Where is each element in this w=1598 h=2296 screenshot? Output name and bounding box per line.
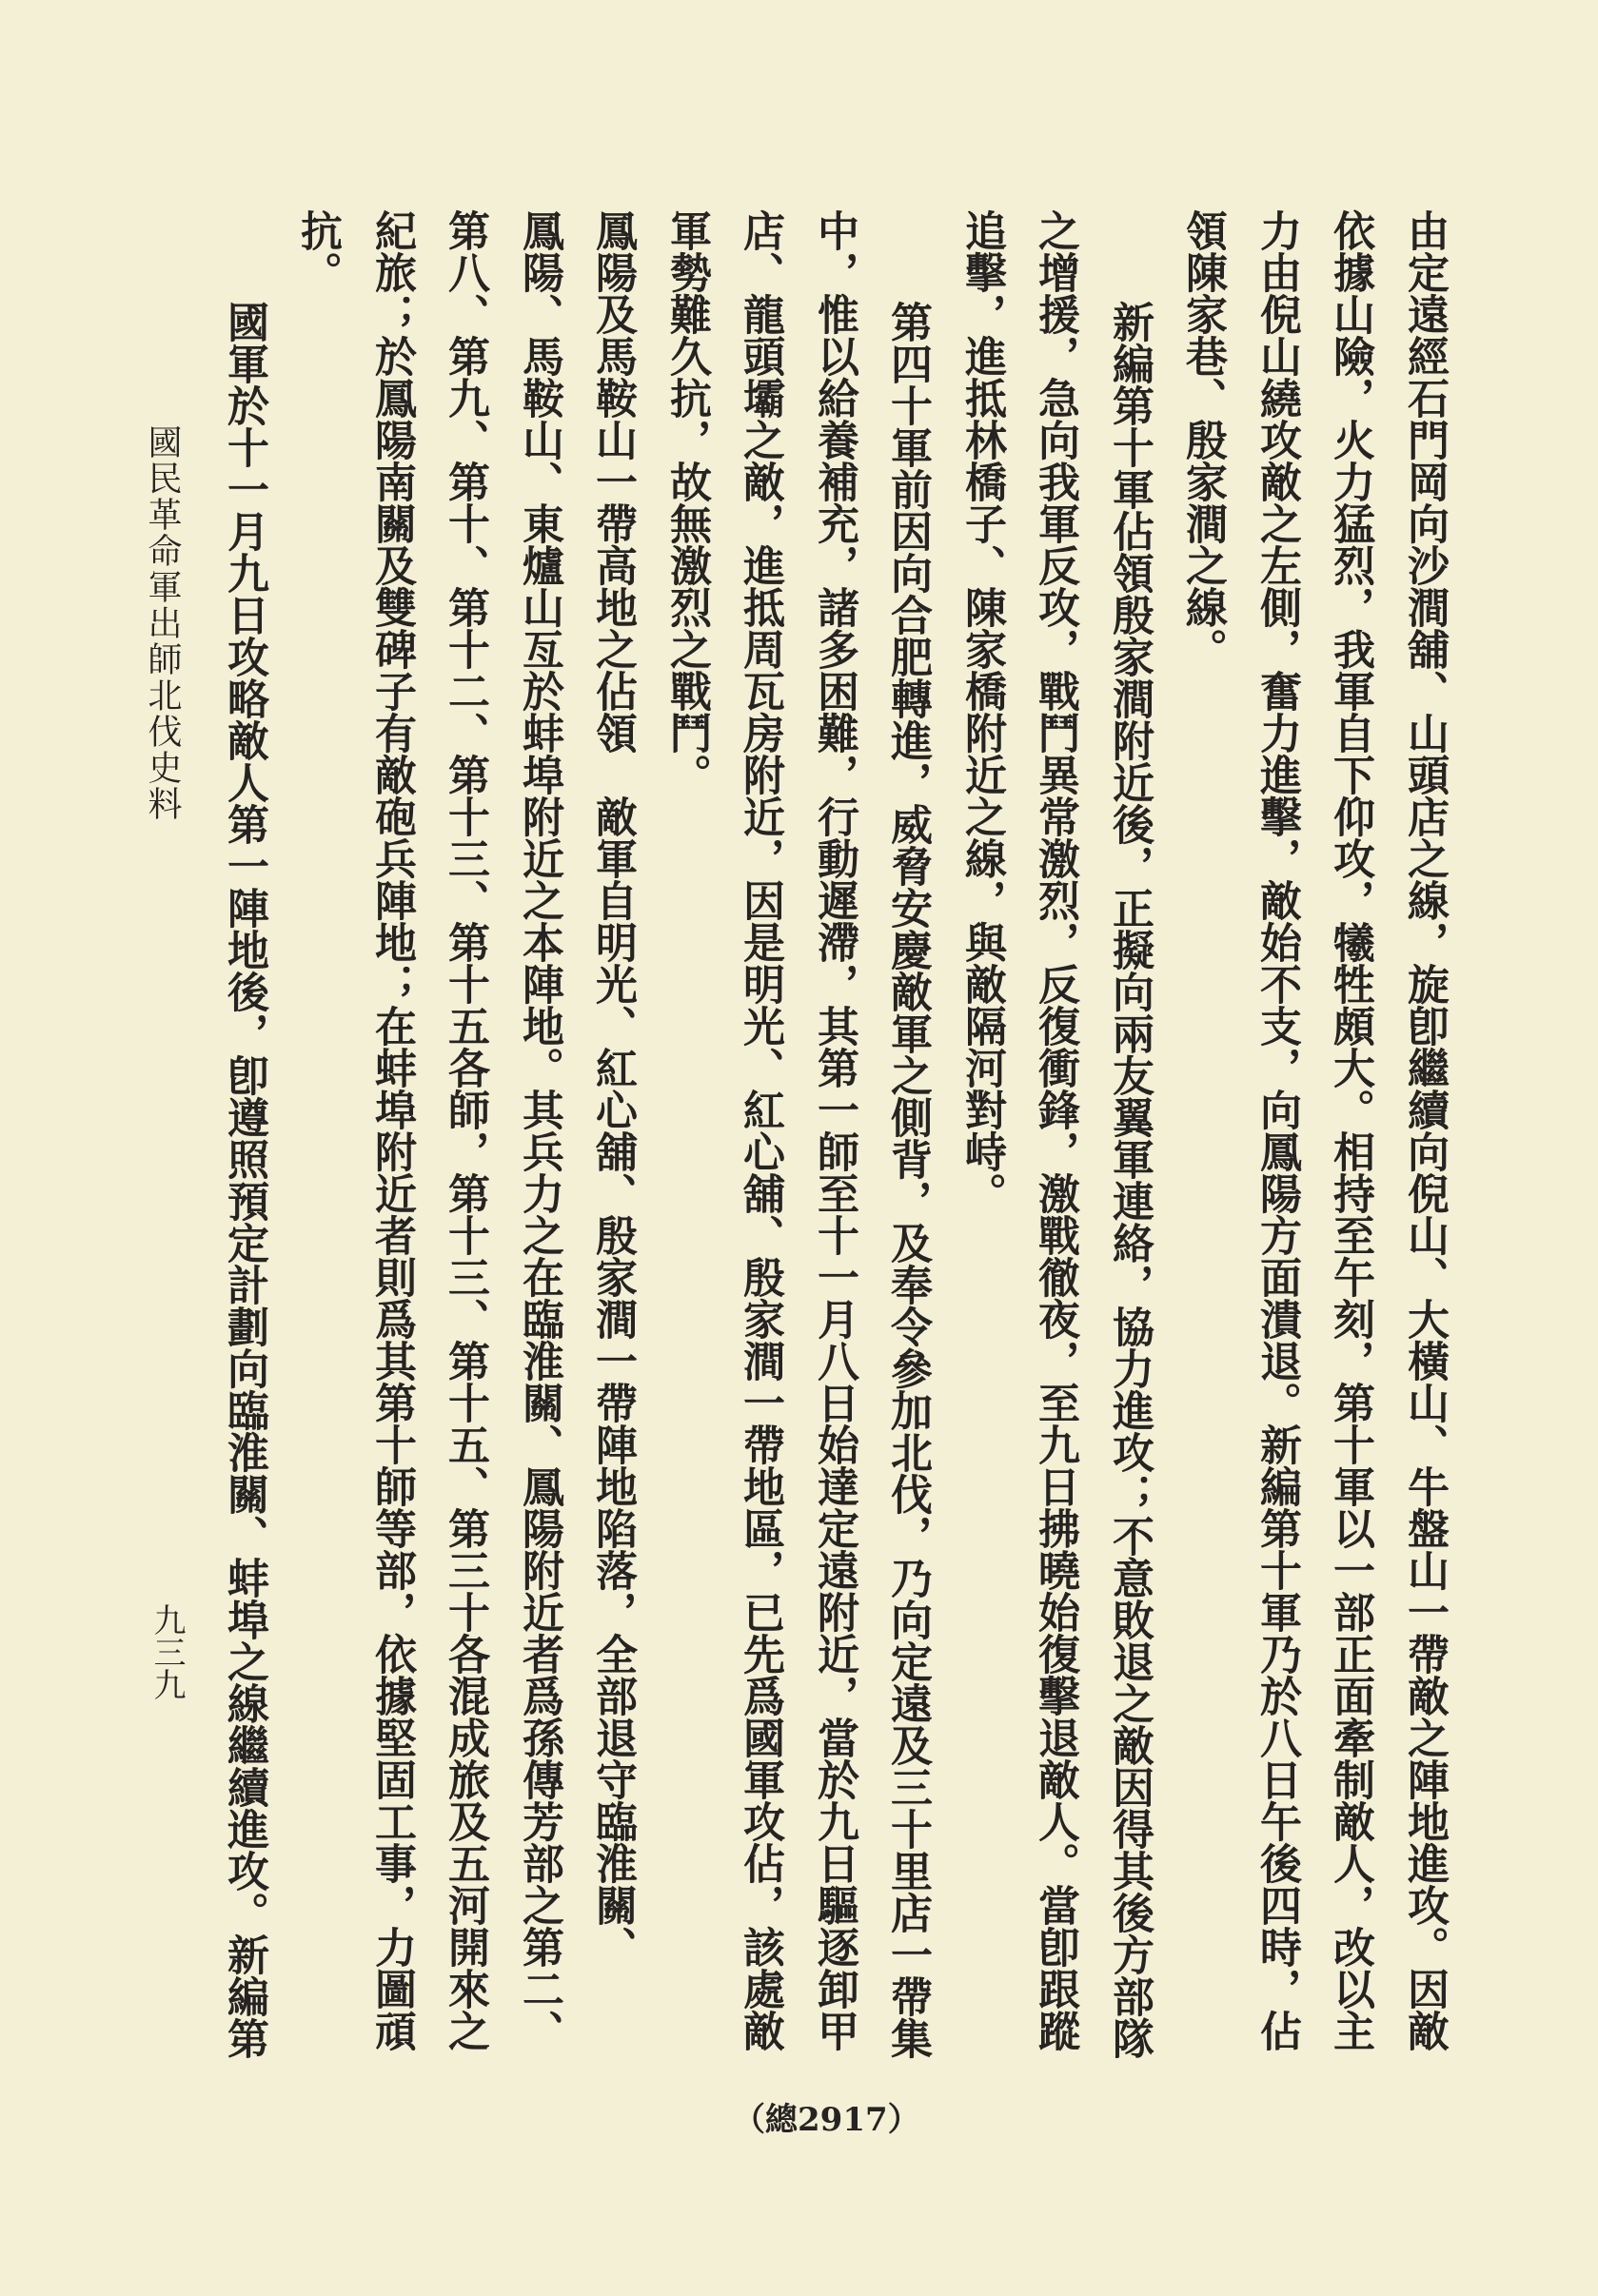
text-column-17: 國軍於十一月九日攻略敵人第一陣地後，卽遵照預定計劃向臨淮關、蚌埠之線繼續進攻。新編第 (220, 301, 268, 2059)
text-column-1: 由定遠經石門岡向沙澗舖、山頭店之線，旋卽繼續向倪山、大橫山、牛盤山一帶敵之陣地進攻。因敵 (1400, 209, 1449, 2051)
text-column-16: 抗。 (293, 209, 342, 293)
running-title: 國民革命軍出師北伐史料 (143, 424, 182, 822)
text-column-9: 中，惟以給養補充，諸多困難，行動遲滯，其第一師至十一月八日始達定遠附近，當於九日驅逐卸甲 (810, 209, 858, 2051)
text-column-3: 力由倪山繞攻敵之左側，奮力進擊，敵始不支，向鳳陽方面潰退。新編第十軍乃於八日午後四時，佔 (1253, 209, 1301, 2051)
page-number: 九三九 (148, 1603, 186, 1700)
text-column-12 (583, 209, 641, 1968)
text-column-14: 第八、第九、第十、第十二、第十三、第十五各師，第十三、第十五、第三十各混成旅及五河開來之 (441, 209, 489, 2051)
text-column-6: 之增援，急向我軍反攻，戰鬥異常激烈，反復衝鋒，激戰徹夜，至九日拂曉始復擊退敵人。當卽跟蹤 (1031, 209, 1079, 2051)
text-column-5: 新編第十軍佔領殷家澗附近後，正擬向兩友翼軍連絡，協力進攻；不意敗退之敵因得其後方部隊 (1105, 301, 1154, 2059)
text-column-4: 領陳家巷、殷家澗之線。 (1178, 209, 1227, 670)
text-column-11: 軍勢難久抗，故無激烈之戰鬥。 (662, 209, 711, 795)
text-column-8: 第四十軍前因向合肥轉進，威脅安慶敵軍之側背，及奉令參加北伐，乃向定遠及三十里店一帶集 (883, 301, 932, 2059)
section-heading: 鳳陽及馬鞍山一帶高地之佔領 (588, 209, 637, 754)
section-text: 敵軍自明光、紅心舖、殷家澗一帶陣地陷落，全部退守臨淮關、 (588, 795, 637, 1968)
text-column-13: 鳳陽、馬鞍山、東爐山亙於蚌埠附近之本陣地。其兵力之在臨淮關、鳳陽附近者爲孫傳芳部之第二、 (515, 209, 563, 2051)
total-page-number: （總2917） (733, 2101, 920, 2139)
text-column-15: 紀旅；於鳳陽南關及雙碑子有敵砲兵陣地；在蚌埠附近者則爲其第十師等部，依據堅固工事，力圖頑 (367, 209, 416, 2051)
text-column-2: 依據山險，火力猛烈，我軍自下仰攻，犧牲頗大。相持至午刻，第十軍以一部正面牽制敵人，改以主 (1326, 209, 1374, 2051)
text-column-10: 店、龍頭壩之敵，進抵周瓦房附近，因是明光、紅心舖、殷家澗一帶地區，已先爲國軍攻佔，該處敵 (736, 209, 784, 2051)
text-column-7: 追擊，進抵林橋子、陳家橋附近之線，與敵隔河對峙。 (957, 209, 1006, 1214)
